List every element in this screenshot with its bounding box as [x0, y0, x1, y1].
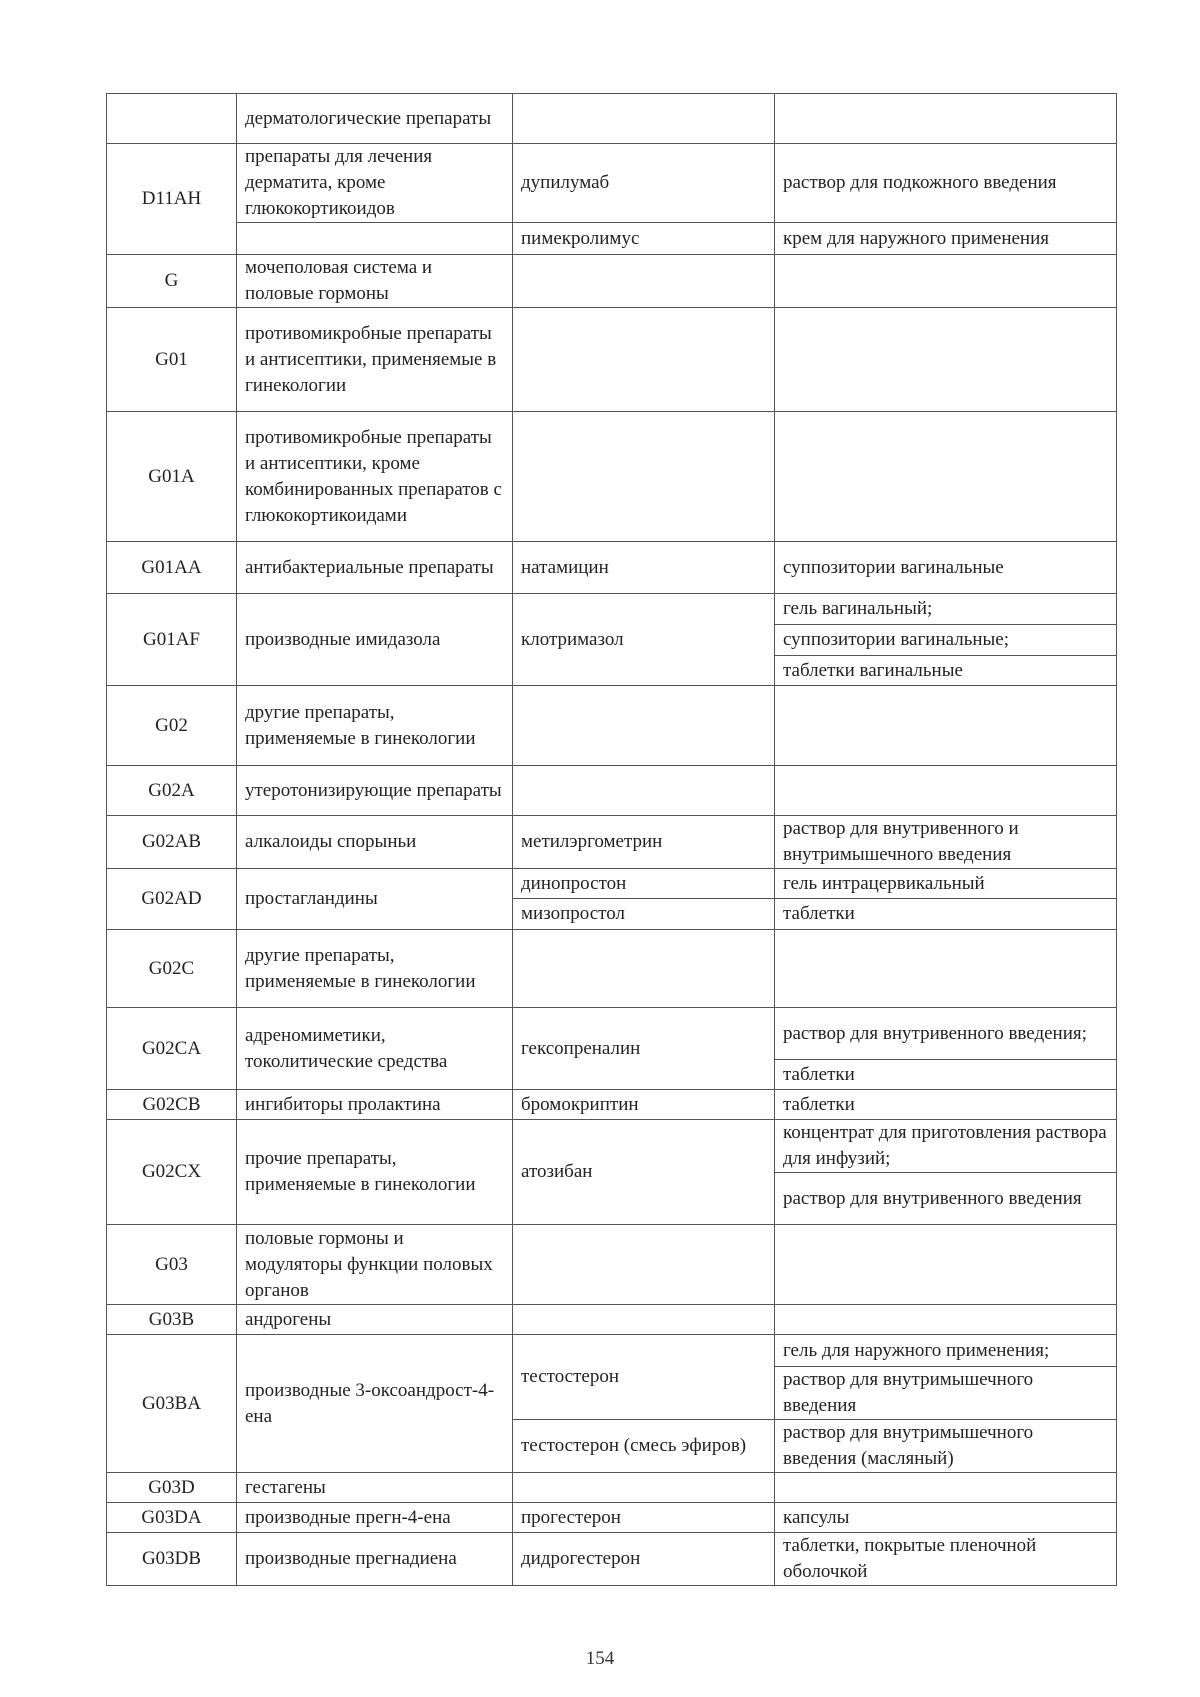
dosage-form-cell: раствор для подкожного введения	[775, 144, 1117, 223]
dosage-form-cell: гель вагинальный;	[775, 594, 1117, 625]
drug-name-cell: прогестерон	[513, 1503, 775, 1533]
drug-name-cell	[513, 94, 775, 144]
group-name-cell: противомикробные препараты и антисептики, кроме комбинированных препаратов с глюкокортикоидами	[237, 412, 513, 542]
drug-name-cell	[513, 686, 775, 766]
dosage-form-cell: раствор для внутривенного и внутримышечного введения	[775, 816, 1117, 869]
drug-name-cell	[513, 930, 775, 1008]
group-name-cell	[237, 223, 513, 255]
drug-name-cell: клотримазол	[513, 594, 775, 686]
atc-code-cell: G03B	[107, 1305, 237, 1335]
table-row	[107, 1305, 1117, 1335]
table-row	[107, 686, 1117, 766]
table-row	[107, 1503, 1117, 1533]
atc-code-cell: G02CB	[107, 1090, 237, 1120]
dosage-form-cell	[775, 412, 1117, 542]
atc-code-cell: G03BA	[107, 1335, 237, 1473]
table-row	[107, 542, 1117, 594]
drug-name-cell: метилэргометрин	[513, 816, 775, 869]
drug-name-cell: мизопростол	[513, 899, 775, 930]
table-row	[107, 1008, 1117, 1060]
drug-name-cell: тестостерон (смесь эфиров)	[513, 1420, 775, 1473]
atc-code-cell: G02A	[107, 766, 237, 816]
group-name-cell: антибактериальные препараты	[237, 542, 513, 594]
drug-name-cell	[513, 308, 775, 412]
dosage-form-cell	[775, 308, 1117, 412]
group-name-cell: производные 3-оксоандрост-4-ена	[237, 1335, 513, 1473]
dosage-form-cell: раствор для внутримышечного введения	[775, 1367, 1117, 1420]
dosage-form-cell: раствор для внутривенного введения;	[775, 1008, 1117, 1060]
group-name-cell: утеротонизирующие препараты	[237, 766, 513, 816]
group-name-cell: другие препараты, применяемые в гинекологии	[237, 930, 513, 1008]
drug-name-cell: динопростон	[513, 869, 775, 899]
table-row	[107, 1533, 1117, 1586]
group-name-cell: прочие препараты, применяемые в гинекологии	[237, 1120, 513, 1225]
atc-code-cell: G03D	[107, 1473, 237, 1503]
dosage-form-cell: раствор для внутримышечного введения (масляный)	[775, 1420, 1117, 1473]
table-row	[107, 1225, 1117, 1305]
group-name-cell: производные прегнадиена	[237, 1533, 513, 1586]
dosage-form-cell: раствор для внутривенного введения	[775, 1173, 1117, 1225]
table-row	[107, 144, 1117, 223]
page-number: 154	[585, 1648, 615, 1669]
dosage-form-cell	[775, 930, 1117, 1008]
table-row	[107, 223, 1117, 255]
atc-code-cell: G02CA	[107, 1008, 237, 1090]
table-row	[107, 1090, 1117, 1120]
drug-name-cell	[513, 766, 775, 816]
dosage-form-cell: суппозитории вагинальные	[775, 542, 1117, 594]
atc-drug-table	[106, 93, 1117, 1586]
dosage-form-cell: гель для наружного применения;	[775, 1335, 1117, 1367]
table-row	[107, 930, 1117, 1008]
dosage-form-cell: таблетки вагинальные	[775, 656, 1117, 686]
dosage-form-cell: таблетки	[775, 1090, 1117, 1120]
atc-code-cell: D11AH	[107, 144, 237, 255]
group-name-cell: мочеполовая система и половые гормоны	[237, 255, 513, 308]
group-name-cell: другие препараты, применяемые в гинекологии	[237, 686, 513, 766]
drug-name-cell: гексопреналин	[513, 1008, 775, 1090]
group-name-cell: простагландины	[237, 869, 513, 930]
dosage-form-cell	[775, 94, 1117, 144]
group-name-cell: адреномиметики, токолитические средства	[237, 1008, 513, 1090]
table-row	[107, 412, 1117, 542]
drug-name-cell: атозибан	[513, 1120, 775, 1225]
table-row	[107, 766, 1117, 816]
drug-name-cell	[513, 1225, 775, 1305]
atc-code-cell: G02	[107, 686, 237, 766]
dosage-form-cell	[775, 255, 1117, 308]
group-name-cell: дерматологические препараты	[237, 94, 513, 144]
table-row	[107, 94, 1117, 144]
group-name-cell: производные прегн-4-ена	[237, 1503, 513, 1533]
atc-code-cell: G01	[107, 308, 237, 412]
dosage-form-cell: концентрат для приготовления раствора для инфузий;	[775, 1120, 1117, 1173]
drug-name-cell: тестостерон	[513, 1335, 775, 1420]
group-name-cell: производные имидазола	[237, 594, 513, 686]
drug-name-cell	[513, 412, 775, 542]
group-name-cell: ингибиторы пролактина	[237, 1090, 513, 1120]
atc-code-cell: G03DA	[107, 1503, 237, 1533]
group-name-cell: противомикробные препараты и антисептики, применяемые в гинекологии	[237, 308, 513, 412]
atc-code-cell: G01AA	[107, 542, 237, 594]
drug-name-cell: дупилумаб	[513, 144, 775, 223]
dosage-form-cell: суппозитории вагинальные;	[775, 625, 1117, 656]
group-name-cell: препараты для лечения дерматита, кроме глюкокортикоидов	[237, 144, 513, 223]
dosage-form-cell: таблетки, покрытые пленочной оболочкой	[775, 1533, 1117, 1586]
dosage-form-cell	[775, 1225, 1117, 1305]
atc-code-cell: G01A	[107, 412, 237, 542]
atc-code-cell: G03	[107, 1225, 237, 1305]
atc-code-cell: G03DB	[107, 1533, 237, 1586]
drug-name-cell: дидрогестерон	[513, 1533, 775, 1586]
group-name-cell: алкалоиды спорыньи	[237, 816, 513, 869]
table-row	[107, 869, 1117, 899]
table-row	[107, 308, 1117, 412]
drug-name-cell: натамицин	[513, 542, 775, 594]
table-row	[107, 1473, 1117, 1503]
dosage-form-cell: крем для наружного применения	[775, 223, 1117, 255]
atc-code-cell	[107, 94, 237, 144]
table-row	[107, 1335, 1117, 1367]
dosage-form-cell: гель интрацервикальный	[775, 869, 1117, 899]
dosage-form-cell	[775, 1473, 1117, 1503]
dosage-form-cell: таблетки	[775, 899, 1117, 930]
group-name-cell: половые гормоны и модуляторы функции половых органов	[237, 1225, 513, 1305]
dosage-form-cell: таблетки	[775, 1060, 1117, 1090]
atc-code-cell: G02C	[107, 930, 237, 1008]
dosage-form-cell: капсулы	[775, 1503, 1117, 1533]
drug-name-cell	[513, 1473, 775, 1503]
atc-code-cell: G02AB	[107, 816, 237, 869]
dosage-form-cell	[775, 1305, 1117, 1335]
table-row	[107, 816, 1117, 869]
table-row	[107, 594, 1117, 625]
atc-code-cell: G	[107, 255, 237, 308]
atc-code-cell: G02CX	[107, 1120, 237, 1225]
drug-name-cell: пимекролимус	[513, 223, 775, 255]
dosage-form-cell	[775, 766, 1117, 816]
dosage-form-cell	[775, 686, 1117, 766]
table-row	[107, 1120, 1117, 1173]
group-name-cell: гестагены	[237, 1473, 513, 1503]
atc-code-cell: G02AD	[107, 869, 237, 930]
table-row	[107, 255, 1117, 308]
drug-name-cell: бромокриптин	[513, 1090, 775, 1120]
atc-code-cell: G01AF	[107, 594, 237, 686]
drug-name-cell	[513, 1305, 775, 1335]
drug-name-cell	[513, 255, 775, 308]
group-name-cell: андрогены	[237, 1305, 513, 1335]
